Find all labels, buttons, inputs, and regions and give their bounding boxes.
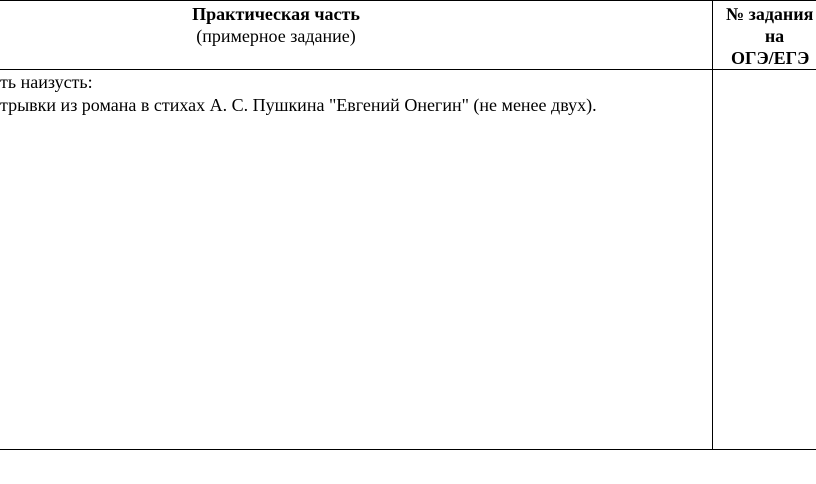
table-top-border [0, 0, 816, 1]
column-divider [712, 0, 713, 450]
practical-part-heading: Практическая часть [192, 4, 360, 24]
assignment-line-2: трывки из романа в стихах А. С. Пушкина "Евгений Онегин" (не менее двух). [0, 95, 597, 115]
header-bottom-border [0, 69, 816, 70]
practical-part-subheading: (примерное задание) [196, 26, 356, 46]
task-number-heading-line3: ОГЭ/ЕГЭ [731, 48, 810, 68]
task-number-heading-line1: № задания [726, 4, 814, 24]
assignment-line-1: ть наизусть: [0, 72, 93, 92]
table-bottom-border [0, 449, 816, 450]
task-number-heading-line2: на [764, 26, 785, 46]
